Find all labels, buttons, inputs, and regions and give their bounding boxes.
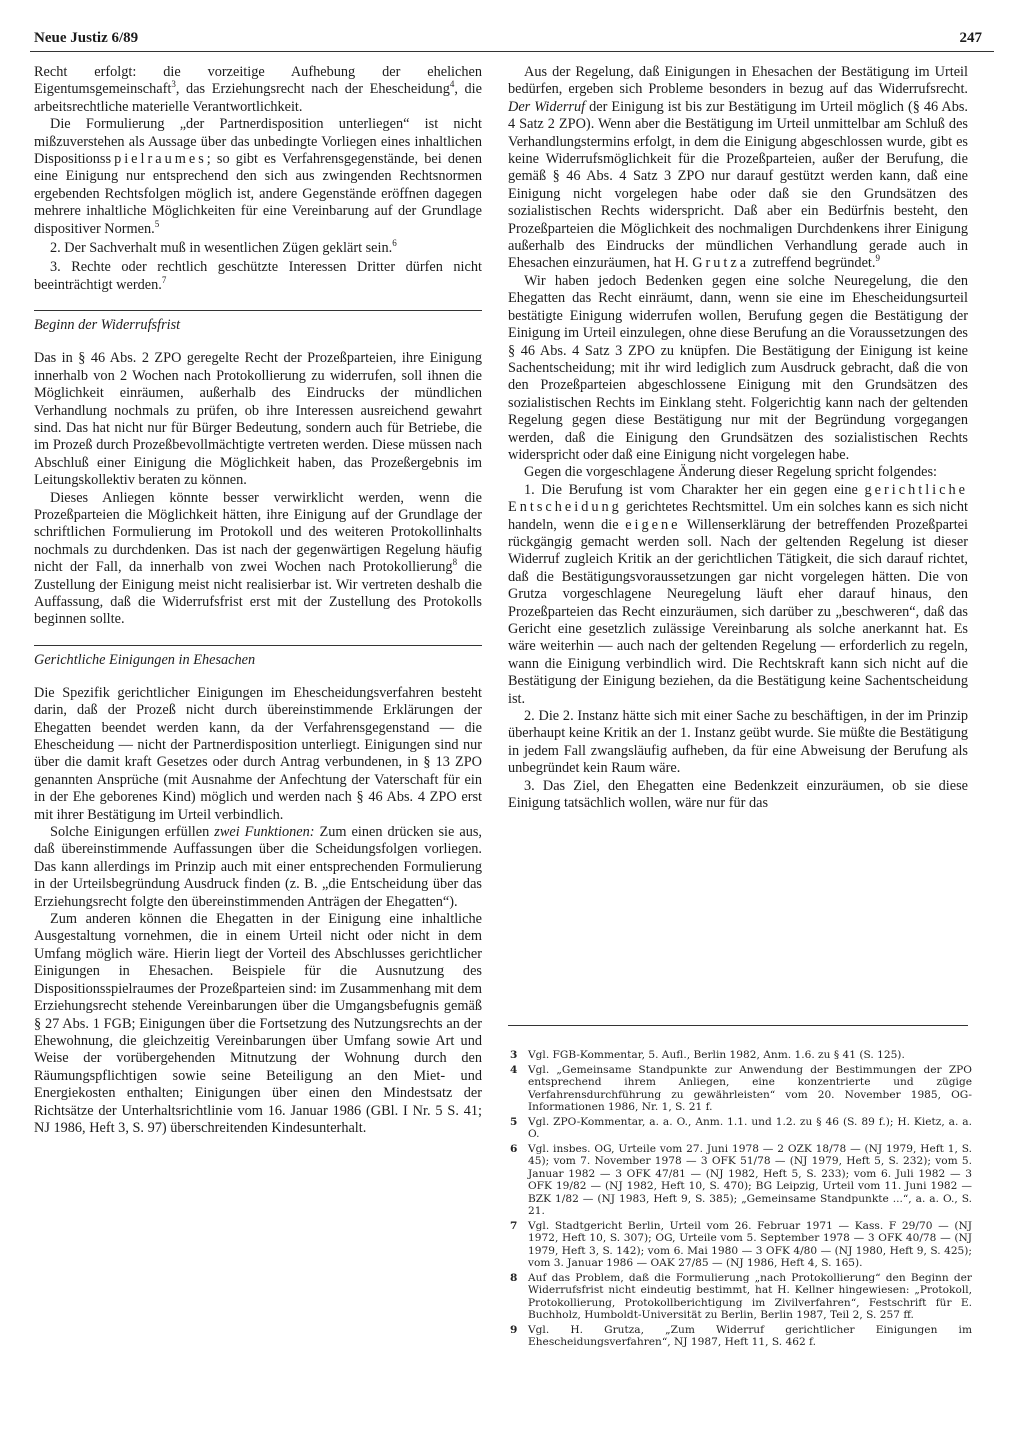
footnote-text: Vgl. Stadtgericht Berlin, Urteil vom 26. Februar 1971 — Kass. F 29/70 — (NJ 1972, Heft 10, S. 307); OG, Urteile vom 5. September 1978 — 3 OFK 40/78 — (NJ 1979, Heft 3, S. 142); vom 6. Mai 1980 — 3 OFK 4/80 — (NJ 1980, Heft 9, S. 425); vom 3. Januar 1986 — OAK 27/85 — (NJ 1986, Heft 4, S. 165). <box>528 1219 972 1269</box>
section-heading: Gerichtliche Einigungen in Ehesachen <box>34 651 256 668</box>
footnote-number: 8 <box>510 1271 518 1284</box>
footnote-number: 3 <box>510 1049 518 1061</box>
spaced-text: Grutza <box>692 255 750 272</box>
footnote <box>510 1064 972 1114</box>
footnote-ref: 7 <box>161 275 167 286</box>
footnote-number: 4 <box>510 1063 518 1076</box>
text: gerichtetes Rechtsmittel. Um ein solches kann es sich nicht handeln, wenn die <box>508 499 968 533</box>
footnote-text: Vgl. FGB-Kommentar, 5. Aufl., Berlin 1982, Anm. 1.6. zu § 41 (S. 125). <box>528 1049 905 1061</box>
spaced-text: eigene <box>625 516 681 533</box>
page-number: 247 <box>959 30 982 46</box>
right-column <box>508 64 968 812</box>
text: Zum einen drücken sie aus, daß übereinstimmende Auffassungen über die Scheidungsfolgen vorliegen. Das kann allerdings im Prinzip auch mit einer entsprechenden Formulierung in der Urteilsbegründung Ausdruck finden (z. B. „die Entscheidung über das Erziehungsrecht folgte den übereinstimmenden Anträgen der Ehegatten“). <box>34 824 482 910</box>
text: , die arbeitsrechtliche materielle Verantwortlichkeit. <box>34 81 482 115</box>
text: Dieses Anliegen könnte besser verwirklicht werden, wenn die Prozeßparteien die Möglichkeit hätten, ihre Einigung auf der Grundlage der schriftlichen Formulierung im Protokoll und des weiteren Protokollinhalts nochmals zu durchdenken. Das ist nach der gegenwärtigen Regelung häufig nicht der Fall, da innerhalb von zwei Wochen nach Protokollierung <box>34 489 482 576</box>
section-rule <box>34 645 482 646</box>
footnote-number: 6 <box>510 1142 518 1155</box>
footnote-ref: 6 <box>392 238 397 249</box>
paragraph <box>34 64 482 116</box>
footnote-text: Vgl. „Gemeinsame Standpunkte zur Anwendung der Bestimmungen der ZPO entsprechend ihrem Anliegen, eine konzentrierte und zügige Verfahrensdurchführung zu gewährleisten“ vom 20. November 1985, OG-Informationen 1986, Nr. 1, S. 21 f. <box>528 1063 972 1113</box>
footnote-number: 7 <box>510 1219 518 1232</box>
running-head <box>34 30 990 52</box>
section-heading: Beginn der Widerrufsfrist <box>34 317 181 334</box>
footnote <box>510 1116 972 1141</box>
footnotes <box>510 1049 972 1351</box>
paragraph: Die Spezifik gerichtlicher Einigungen im Ehescheidungsverfahren besteht darin, daß der Prozeß nicht durch übereinstimmende Erklärungen der Ehegatten beendet werden kann, da der Verfahrensgegenstand — die Ehescheidung — nicht der Partnerdisposition unterliegt. Einigungen sind nur über die damit kraft Gesetzes oder durch Antrag verbundenen, in § 13 ZPO genannten Ansprüche (mit Ausnahme der Anfechtung der Vaterschaft für ein in der Ehe geborenes Kind) möglich und werden nach § 46 Abs. 4 ZPO erst mit ihrer Bestätigung im Urteil verbindlich. <box>34 684 482 823</box>
paragraph <box>34 116 482 238</box>
footnote-text: Vgl. insbes. OG, Urteile vom 27. Juni 1978 — 2 OZK 18/78 — (NJ 1979, Heft 1, S. 45); vom 7. November 1978 — 3 OFK 51/78 — (NJ 1979, Heft 5, S. 232); vom 5. Januar 1982 — 3 OFK 47/81 — (NJ 1982, Heft 5, S. 233); vom 6. Juli 1982 — 3 OFK 19/82 — (NJ 1982, Heft 10, S. 470); BG Leipzig, Urteil vom 11. Juni 1982 — BZK 1/82 — (NJ 1983, Heft 9, S. 385); „Gemeinsame Standpunkte ...“, a. a. O., S. 21. <box>528 1142 972 1217</box>
numbered-paragraph: 2. Die 2. Instanz hätte sich mit einer Sache zu beschäftigen, in der im Prinzip überhaupt keine Kritik an der 1. Instanz geübt wurde. Sie müßte die Bestätigung in jedem Fall zwangsläufig aufheben, da für eine Abweisung der Berufung als unbegründet kein Raum wäre. <box>508 708 968 777</box>
paragraph: Wir haben jedoch Bedenken gegen eine solche Neuregelung, die den Ehegatten das Recht einräumt, dann, wenn sie eine im Ehescheidungsurteil bestätigte Einigung widerrufen wollen, Berufung gegen die Bestätigung der Einigung im Urteil einzulegen, ohne diese Berufung an die Voraussetzungen des § 46 Abs. 4 Satz 3 ZPO zu knüpfen. Die Bestätigung der Einigung ist keine Sachentscheidung; mit ihr wird lediglich zum Ausdruck gebracht, daß die von den Prozeßparteien abgeschlossene Einigung mit den Grundsätzen des sozialistischen Rechts im Einklang steht. Folgerichtig kann nach der geltenden Regelung gegen diese Bestätigung nur mit der Begründung vorgegangen werden, daß die Einigung den Grundsätzen des sozialistischen Rechts widerspricht oder daß eine Einigung nicht vorgelegen habe. <box>508 272 968 463</box>
footnote-number: 9 <box>510 1323 518 1336</box>
text: 3. Rechte oder rechtlich geschützte Interessen Dritter dürfen nicht beeinträchtigt werden. <box>34 259 482 293</box>
paragraph: Gegen die vorgeschlagene Änderung dieser Regelung spricht folgendes: <box>524 464 938 481</box>
footnote <box>510 1049 972 1062</box>
paragraph <box>508 64 968 273</box>
footnote <box>510 1220 972 1270</box>
emphasis: zwei Funktionen: <box>214 824 315 841</box>
footnote-ref: 3 <box>171 79 176 90</box>
footnote-ref: 9 <box>875 253 880 264</box>
text: Solche Einigungen erfüllen <box>50 824 215 841</box>
numbered-paragraph <box>34 240 482 257</box>
text: , das Erziehungsrecht nach der Ehescheidung <box>175 81 450 98</box>
text: Recht erfolgt: die vorzeitige Aufhebung der ehelichen Eigentumsgemeinschaft <box>34 64 482 98</box>
section-rule <box>34 310 482 311</box>
footnote-text: Vgl. H. Grutza, „Zum Widerruf gerichtlicher Einigungen im Ehescheidungsverfahren“, NJ 1987, Heft 11, S. 462 f. <box>528 1323 972 1348</box>
emphasis: Der Widerruf <box>508 98 586 115</box>
numbered-paragraph <box>34 259 482 294</box>
text: 2. Der Sachverhalt muß in wesentlichen Zügen geklärt sein. <box>50 240 393 257</box>
numbered-paragraph <box>508 482 968 708</box>
footnote-number: 5 <box>510 1115 518 1128</box>
footnote-rule <box>508 1025 968 1026</box>
footnote <box>510 1272 972 1322</box>
text: ; so gibt es Verfahrensgegenstände, bei denen eine Einigung nur entsprechend den sich aus zwingenden Rechtsnormen ergebenden Rechtsfolgen möglich ist, andere Gegenstände eröffnen dagegen mehrere inhaltliche Möglichkeiten für eine Vereinbarung auf der Grundlage dispositiver Normen. <box>34 151 482 237</box>
paragraph <box>34 490 482 629</box>
text: 1. Die Berufung ist vom Charakter her ein gegen eine <box>524 481 865 498</box>
header-rule <box>30 51 994 52</box>
numbered-paragraph: 3. Das Ziel, den Ehegatten eine Bedenkzeit einzuräumen, ob sie diese Einigung tatsächlich wollen, wäre nur für das <box>508 777 968 812</box>
text: zutreffend begründet. <box>749 255 876 272</box>
footnote <box>510 1324 972 1349</box>
spaced-text: gerichtliche Entscheidung <box>508 481 968 516</box>
footnote-ref: 5 <box>154 218 160 229</box>
text: die Zustellung der Einigung meist nicht realisierbar ist. Wir vertreten deshalb die Auffassung, daß die Widerrufsfrist erst mit der Zustellung des Protokolls beginnen sollte. <box>34 559 482 628</box>
text: Die Formulierung „der Partnerdisposition unterliegen“ ist nicht mißzuverstehen als Aussage über das unbedingte Vorliegen eines inhaltlichen Dispositions <box>34 116 482 168</box>
footnote-ref: 4 <box>449 79 455 90</box>
paragraph <box>34 824 482 911</box>
left-column <box>34 64 482 1137</box>
paragraph: Das in § 46 Abs. 2 ZPO geregelte Recht der Prozeßparteien, ihre Einigung innerhalb von 2 Wochen nach Protokollierung zu widerrufen, soll ihnen die Möglichkeit einräumen, außerhalb des Eindrucks der mündlichen Verhandlung nochmals zu prüfen, ob ihre Interessen ausreichend gewahrt sind. Das hat nicht nur für Bürger Bedeutung, sondern auch für Betriebe, die im Prozeß durch Prozeßbevollmächtigte vertreten werden. Diese müssen nach Abschluß einer Einigung die Möglichkeit haben, das Prozeßergebnis im Leitungskollektiv beraten zu können. <box>34 350 482 489</box>
spaced-text: spielraumes <box>105 151 207 168</box>
journal-title: Neue Justiz 6/89 <box>34 30 139 46</box>
text: Aus der Regelung, daß Einigungen in Ehesachen der Bestätigung im Urteil bedürfen, ergeben sich Probleme besonders in bezug auf das Widerrufsrecht. <box>508 64 968 98</box>
paragraph: Zum anderen können die Ehegatten in der Einigung eine inhaltliche Ausgestaltung vornehmen, die in einem Urteil nicht oder nicht in dem Umfang möglich wäre. Hierin liegt der Vorteil des Abschlusses gerichtlicher Einigungen in Ehesachen. Beispiele für die Ausnutzung des Dispositionsspielraumes der Prozeßparteien sind: im Zusammenhang mit dem Erziehungsrecht stehende Vereinbarungen über die Umgangsbefugnis gemäß § 27 Abs. 1 FGB; Einigungen über die Fortsetzung des Nutzungsrechts an der Ehewohnung, die gleichzeitig Vereinbarungen über Umfang sowie Art und Weise der vorübergehenden Mitnutzung der Wohnung durch den Räumungspflichtigen sowie seine Beteiligung an den Miet- und Energiekosten enthalten; Einigungen über einen den Mindestsatz der Richtsätze der Unterhaltsrichtlinie vom 16. Januar 1986 (GBl. I Nr. 5 S. 41; NJ 1986, Heft 3, S. 97) überschreitenden Kindesunterhalt. <box>34 911 482 1136</box>
text: Willenserklärung der betreffenden Prozeßpartei rückgängig gemacht werden soll. Nach der geltenden Regelung ist dieser Widerruf zugleich Kritik an der gerichtlichen Tätigkeit, die sich darauf richtet, daß die Bestätigungsvoraussetzungen gar nicht vorgelegen hätten. Die von Grutza vorgeschlagene Neuregelung läuft eher darauf hinaus, den Prozeßparteien das Recht einzuräumen, sich darüber zu „beschweren“, daß das Gericht eine gesetzlich zulässige Vereinbarung als solche anerkannt hat. Es wäre weiterhin — auch nach der geltenden Regelung — erforderlich zu regeln, wann die Einigung verbindlich wird. Die Rechtskraft kann sich nicht auf die Bestätigung der Einigung beziehen, da die Bestätigung keine Sachentscheidung ist. <box>508 516 968 707</box>
footnote <box>510 1143 972 1218</box>
text: der Einigung ist bis zur Bestätigung im Urteil möglich (§ 46 Abs. 4 Satz 2 ZPO). Wenn aber die Bestätigung im Urteil unmittelbar am Schluß des Verhandlungstermins erfolgt, in dem die Einigung abgeschlossen wurde, gibt es keine Widerrufsmöglichkeit für die Prozeßparteien, außer der Berufung, die gemäß § 46 Abs. 4 Satz 3 ZPO nur darauf gestützt werden kann, daß eine Einigung nicht vorgelegen habe oder daß sie den Grundsätzen des sozialistischen Rechts widerspricht. Daß aber ein Bedürfnis besteht, den Prozeßparteien die Möglichkeit des nochmaligen Durchdenkens ihrer Einigung außerhalb des Eindrucks der mündlichen Verhandlung gerade auch in Ehesachen einzuräumen, hat H. <box>508 98 968 272</box>
footnote-ref: 8 <box>452 557 458 568</box>
footnote-text: Vgl. ZPO-Kommentar, a. a. O., Anm. 1.1. und 1.2. zu § 46 (S. 89 f.); H. Kietz, a. a. O. <box>528 1115 972 1140</box>
footnote-text: Auf das Problem, daß die Formulierung „nach Protokollierung“ den Beginn der Widerrufsfrist nicht eindeutig bestimmt, hat H. Kellner hingewiesen: „Protokoll, Protokollierung, Protokollberichtigung im Zivilverfahren“, Festschrift für E. Buchholz, Humboldt-Universität zu Berlin, Berlin 1987, Teil 2, S. 257 ff. <box>528 1271 972 1321</box>
